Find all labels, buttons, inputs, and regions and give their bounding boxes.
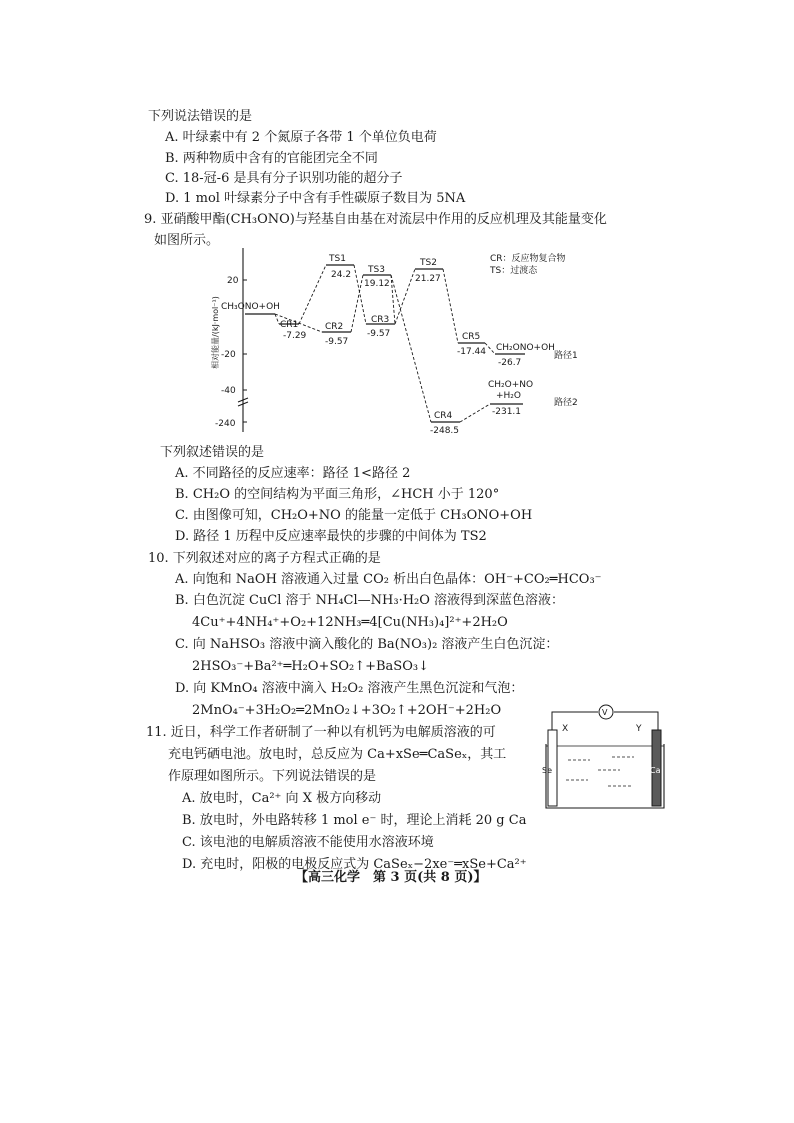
terminal-x: X [562, 724, 569, 734]
cr3-name: CR3 [371, 315, 390, 325]
product2-value: -231.1 [492, 407, 522, 417]
product1-value: -26.7 [498, 358, 522, 368]
product2-label-2: +H₂O [496, 391, 522, 401]
electrode-ca: Ca [650, 766, 661, 775]
cr2-name: CR2 [325, 322, 344, 332]
cr5-name: CR5 [462, 332, 481, 342]
start-label: CH₃ONO+OH [221, 302, 280, 312]
voltmeter-label: V [602, 708, 608, 717]
q11-option-b: B. 放电时，外电路转移 1 mol e⁻ 时，理论上消耗 20 g Ca [182, 813, 527, 828]
ytick-neg40: -40 [221, 386, 236, 396]
product1-label: CH₂ONO+OH [496, 343, 555, 353]
cr3-value: -9.57 [367, 329, 391, 339]
q8-option-b: B. 两种物质中含有的官能团完全不同 [165, 151, 378, 166]
page-footer: 【高三化学 第 3 页(共 8 页)】 [295, 870, 487, 885]
q11-stem-1: 11. 近日，科学工作者研制了一种以有机钙为电解质溶液的可 [146, 725, 496, 740]
q11-option-a: A. 放电时，Ca²⁺ 向 X 极方向移动 [182, 791, 382, 806]
q9-option-c: C. 由图像可知，CH₂O+NO 的能量一定低于 CH₃ONO+OH [175, 508, 533, 523]
battery-diagram [540, 702, 672, 812]
energy-diagram [205, 244, 595, 440]
product2-label-1: CH₂O+NO [488, 380, 534, 390]
cr4-value: -248.5 [430, 426, 460, 436]
q8-option-d: D. 1 mol 叶绿素分子中含有手性碳原子数目为 5NA [165, 191, 466, 206]
y-axis-label: 相对能量/(kJ·mol⁻¹) [211, 296, 220, 369]
ts1-name: TS1 [329, 254, 346, 264]
q10-line-c-eq: 2HSO₃⁻+Ba²⁺═H₂O+SO₂↑+BaSO₃↓ [192, 659, 429, 674]
cr4-name: CR4 [434, 411, 453, 421]
q10-line-b-eq: 4Cu⁺+4NH₄⁺+O₂+12NH₃═4[Cu(NH₃)₄]²⁺+2H₂O [192, 615, 508, 630]
q9-option-b: B. CH₂O 的空间结构为平面三角形，∠HCH 小于 120° [175, 487, 500, 502]
ts3-name: TS3 [368, 265, 385, 275]
q11-option-d: D. 充电时，阳极的电极反应式为 CaSeₓ−2xe⁻═xSe+Ca²⁺ [182, 857, 527, 872]
q11-option-c: C. 该电池的电解质溶液不能使用水溶液环境 [182, 835, 434, 850]
terminal-y: Y [636, 724, 642, 734]
electrode-se: Se [542, 766, 552, 775]
q8-option-a: A. 叶绿素中有 2 个氮原子各带 1 个单位负电荷 [165, 130, 437, 145]
ts3-value: 19.12 [364, 279, 390, 289]
ts2-name: TS2 [420, 258, 437, 268]
cr1-value: -7.29 [283, 331, 307, 341]
legend-cr: CR：反应物复合物 [490, 254, 566, 264]
q9-option-a: A. 不同路径的反应速率：路径 1<路径 2 [175, 466, 411, 481]
path2-label: 路径2 [554, 398, 578, 408]
q10-line-d-eq: 2MnO₄⁻+3H₂O₂═2MnO₂↓+3O₂↑+2OH⁻+2H₂O [192, 703, 502, 718]
q10-line-c: C. 向 NaHSO₃ 溶液中滴入酸化的 Ba(NO₃)₂ 溶液产生白色沉淀： [175, 637, 559, 652]
q8-intro: 下列说法错误的是 [148, 109, 253, 124]
q8-option-c: C. 18-冠-6 是具有分子识别功能的超分子 [165, 171, 403, 186]
ytick-neg20: -20 [221, 350, 236, 360]
q10-line-b: B. 白色沉淀 CuCl 溶于 NH₄Cl—NH₃·H₂O 溶液得到深蓝色溶液： [175, 593, 565, 608]
cr1-name: CR1 [280, 320, 299, 330]
q10-stem: 10. 下列叙述对应的离子方程式正确的是 [148, 551, 381, 566]
q11-stem-2: 充电钙硒电池。放电时，总反应为 Ca+xSe═CaSeₓ，其工 [168, 747, 507, 762]
ts2-value: 21.27 [415, 274, 441, 284]
ts1-value: 24.2 [331, 270, 352, 280]
q10-line-d: D. 向 KMnO₄ 溶液中滴入 H₂O₂ 溶液产生黑色沉淀和气泡： [175, 681, 524, 696]
q11-stem-3: 作原理如图所示。下列说法错误的是 [168, 769, 377, 784]
q10-line-a: A. 向饱和 NaOH 溶液通入过量 CO₂ 析出白色晶体：OH⁻+CO₂═HCO₃⁻ [175, 572, 602, 587]
q9-stem-line2: 如图所示。 [154, 233, 220, 248]
ytick-neg240: -240 [215, 419, 236, 429]
cr5-value: -17.44 [457, 347, 487, 357]
q9-stem-line1: 9. 亚硝酸甲酯(CH₃ONO)与羟基自由基在对流层中作用的反应机理及其能量变化 [144, 212, 607, 227]
q9-option-d: D. 路径 1 历程中反应速率最快的步骤的中间体为 TS2 [175, 529, 487, 544]
cr2-value: -9.57 [325, 337, 349, 347]
q9-intro: 下列叙述错误的是 [160, 445, 265, 460]
path1-label: 路径1 [554, 351, 578, 361]
ytick-20: 20 [227, 276, 239, 286]
legend-ts: TS：过渡态 [490, 266, 538, 276]
